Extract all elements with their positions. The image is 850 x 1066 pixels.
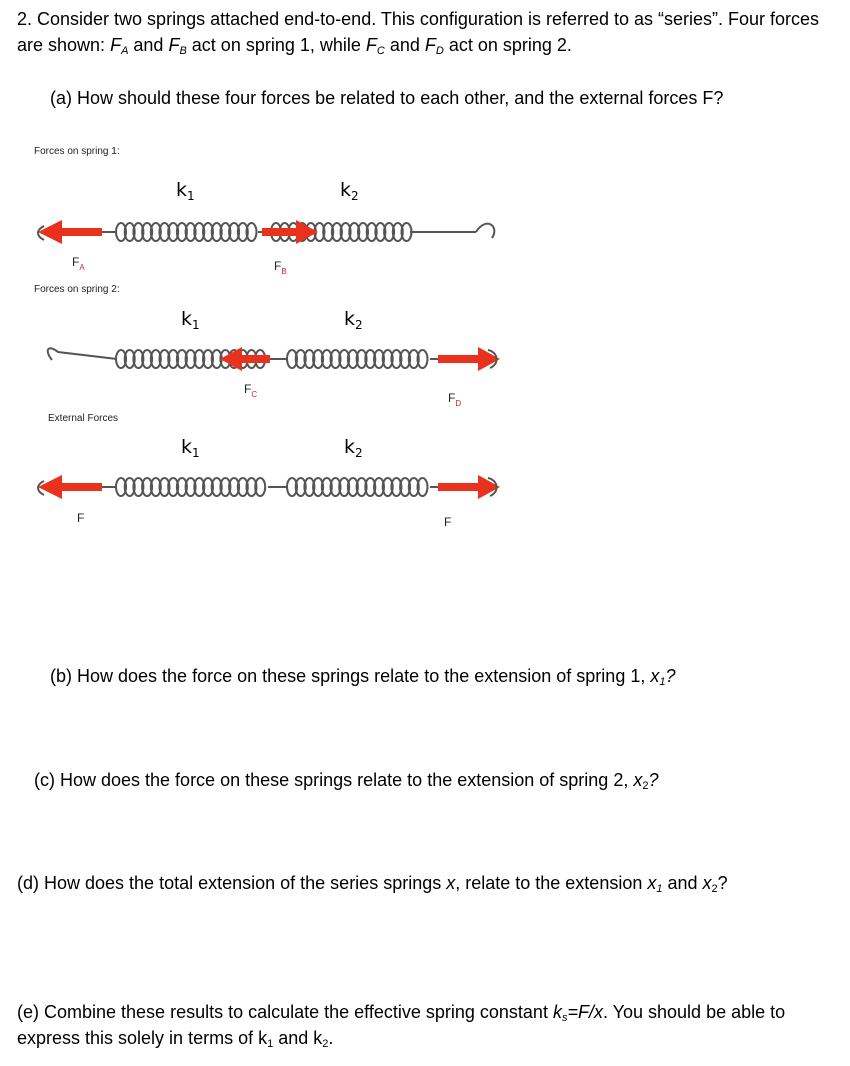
spring-2-coil-row3 [268, 478, 440, 496]
fb-label: $F_B$ [274, 259, 287, 276]
k1-label-2: $k_1$ [181, 308, 200, 332]
k1-label-3: $k_1$ [181, 436, 200, 460]
spring2-caption: Forces on spring 2: [34, 284, 120, 295]
k2-label: $k_2$ [340, 179, 359, 203]
f-left-arrow [38, 475, 102, 499]
question-b: (b) How does the force on these springs relate to the extension of spring 1, $x_1$? [50, 666, 676, 688]
spring-2-coil-row2 [268, 350, 440, 368]
question-d: (d) How does the total extension of the series springs x, relate to the extension $x_1$ and $x_2$? [17, 873, 728, 895]
f-right-label: F [444, 515, 452, 529]
fa-label: $F_A$ [72, 255, 85, 272]
external-caption: External Forces [48, 413, 119, 424]
spring-1-coil-row3 [100, 478, 265, 496]
k2-label-2: $k_2$ [344, 308, 363, 332]
k1-label: $k_1$ [176, 179, 195, 203]
fd-label: $F_D$ [448, 391, 462, 408]
question-c: (c) How does the force on these springs relate to the extension of spring 2, $x_2$? [34, 770, 659, 792]
fd-arrow [438, 347, 500, 371]
spring1-caption: Forces on spring 1: [34, 146, 120, 157]
problem-intro: 2. Consider two springs attached end-to-end. This configuration is referred to as “series”. Four forces are shown: $F_A$ and $F_B$ act on spring 1, while $F_C$ and $F_D$ act on spring 2. [17, 9, 820, 57]
series-springs-figure [0, 130, 850, 550]
f-left-label: F [77, 511, 85, 525]
question-a: (a) How should these four forces be related to each other, and the external forces F? [50, 88, 724, 108]
fa-arrow [38, 220, 102, 244]
spring-1-coil [100, 223, 257, 241]
f-right-arrow [438, 475, 500, 499]
k2-label-3: $k_2$ [344, 436, 363, 460]
fc-label: $F_C$ [244, 382, 258, 399]
question-e: (e) Combine these results to calculate the effective spring constant $k_s=F/x$. You should be able to express this solely in terms of $k_1$ and $k_2$. [17, 1002, 786, 1050]
